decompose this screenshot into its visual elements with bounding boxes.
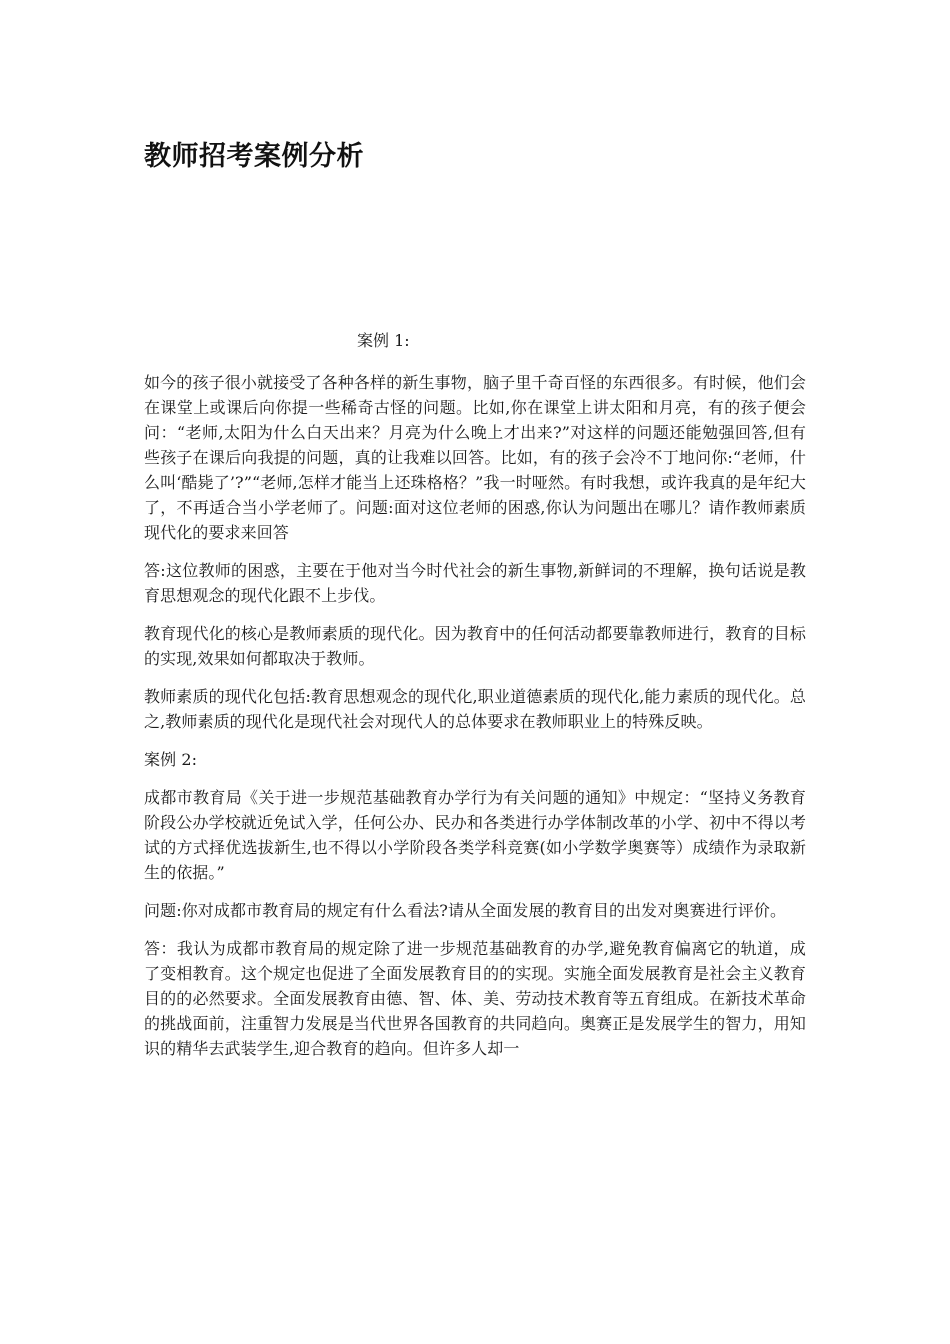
case-2-question: 问题:你对成都市教育局的规定有什么看法?请从全面发展的教育目的出发对奥赛进行评价。 xyxy=(144,901,787,920)
case-2-heading: 案例 2: xyxy=(144,750,198,769)
document-title: 教师招考案例分析 xyxy=(144,141,364,172)
case-1-heading: 案例 1: xyxy=(357,331,410,350)
case-2-description: 成都市教育局《关于进一步规范基础教育办学行为有关问题的通知》中规定：“坚持义务教育阶段公办学校就近免试入学，任何公办、民办和各类进行办学体制改革的小学、初中不得以考试的方式择优选拔新生,也不得以小学阶段各类学科竞赛(如小学数学奥赛等）成绩作为录取新生的依据。” xyxy=(144,788,806,882)
case-1-answer-summary: 教师素质的现代化包括:教育思想观念的现代化,职业道德素质的现代化,能力素质的现代化。总之,教师素质的现代化是现代社会对现代人的总体要求在教师职业上的特殊反映。 xyxy=(144,687,806,731)
case-1-answer-core: 教育现代化的核心是教师素质的现代化。因为教育中的任何活动都要靠教师进行，教育的目标的实现,效果如何都取决于教师。 xyxy=(144,624,806,668)
case-2-answer: 答：我认为成都市教育局的规定除了进一步规范基础教育的办学,避免教育偏离它的轨道，成了变相教育。这个规定也促进了全面发展教育目的的实现。实施全面发展教育是社会主义教育目的的必然要求。全面发展教育由德、智、体、美、劳动技术教育等五育组成。在新技术革命的挑战面前，注重智力发展是当代世界各国教育的共同趋向。奥赛正是发展学生的智力，用知识的精华去武装学生,迎合教育的趋向。但许多人却一 xyxy=(144,939,806,1058)
case-1-description: 如今的孩子很小就接受了各种各样的新生事物，脑子里千奇百怪的东西很多。有时候，他们会在课堂上或课后向你提一些稀奇古怪的问题。比如,你在课堂上讲太阳和月亮，有的孩子便会问：“老师,太阳为什么白天出来？月亮为什么晚上才出来?”对这样的问题还能勉强回答,但有些孩子在课后向我提的问题，真的让我难以回答。比如，有的孩子会冷不丁地问你:“老师，什么叫‘酷毙了’?”“老师,怎样才能当上还珠格格？”我一时哑然。有时我想，或许我真的是年纪大了，不再适合当小学老师了。问题:面对这位老师的困惑,你认为问题出在哪儿？请作教师素质现代化的要求来回答 xyxy=(144,373,806,542)
case-1-answer: 答:这位教师的困惑，主要在于他对当今时代社会的新生事物,新鲜词的不理解，换句话说是教育思想观念的现代化跟不上步伐。 xyxy=(144,561,806,605)
document-body xyxy=(144,370,806,1074)
